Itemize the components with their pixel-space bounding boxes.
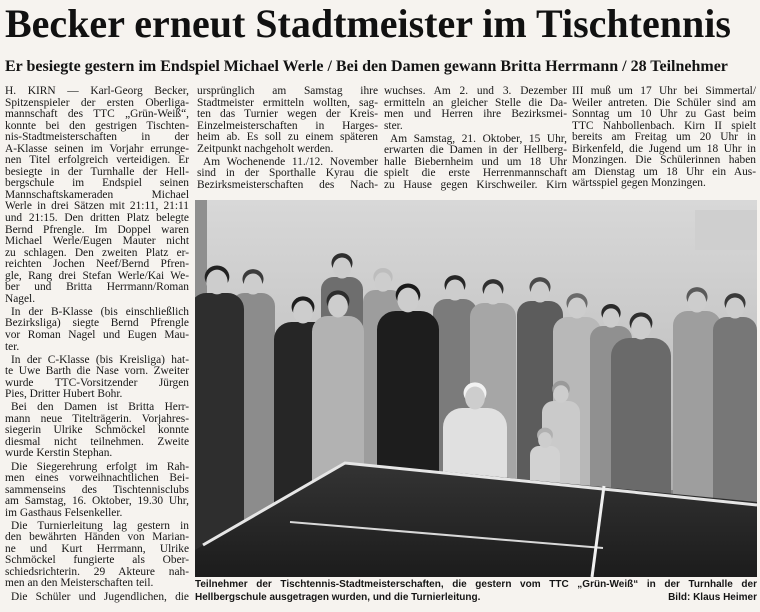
text-line: konnte bei den gestrigen Tischten-: [5, 119, 189, 132]
person-head: [631, 317, 651, 340]
person-head: [244, 273, 262, 294]
text-line: Am Wochenende 11./12. November: [203, 155, 378, 168]
person-head: [446, 279, 464, 300]
article-column: [197, 86, 378, 191]
text-line: erwarten die Damen in der Hellberg-: [384, 144, 567, 157]
text-line: In der B-Klasse (bis einschließlich: [11, 305, 189, 318]
text-line: III muß um 17 Uhr bei Simmertal/: [572, 85, 756, 97]
person-head: [328, 295, 348, 318]
text-line: diesmal nicht teilnehmen. Zweite: [5, 435, 189, 448]
text-line: schiedsrichterin. 29 Akteure nah-: [5, 565, 189, 578]
article-paragraph: [384, 86, 567, 132]
text-line: wurde Kerstin Stephan.: [5, 447, 113, 460]
group-photo: [195, 200, 757, 577]
text-line: ermitteln an gleicher Stelle die Da-: [384, 96, 567, 109]
text-line: H. KIRN — Karl-Georg Becker,: [5, 85, 189, 97]
article-paragraph: [5, 462, 189, 520]
photo-frame: [195, 200, 757, 577]
article-column: [384, 86, 567, 191]
text-line: nis-Stadtmeisterschaften in der: [5, 131, 189, 144]
text-line: spielt die erste Herrenmannschaft: [384, 167, 567, 180]
text-line: bergschule im Endspiel seinen: [5, 177, 189, 190]
text-line: Bernd Pfrengle. Im Doppel waren: [5, 223, 189, 236]
text-line: men an den Meisterschaften teil.: [5, 577, 154, 590]
text-line: nen Titel erfolgreich verteidigen. Er: [5, 154, 189, 167]
caption-line: Hellbergschule ausgetragen wurden, und die Turnierleitung.: [195, 591, 481, 603]
text-line: Birkenfeld, die Jugend um 18 Uhr in: [572, 142, 756, 155]
text-line: siegerin Ulrike Schmöckel konnte: [5, 424, 189, 437]
article-paragraph: [5, 355, 189, 401]
text-line: ursprünglich am Samstag ihre: [197, 85, 378, 97]
text-line: Einzelmeisterschaften in Harges-: [197, 119, 378, 132]
person-head: [531, 281, 549, 302]
text-line: am Dienstag um 18 Uhr ein Aus-: [572, 165, 756, 178]
text-line: Die Turnierleitung lag gestern in: [11, 519, 189, 532]
article-paragraph: [197, 157, 378, 192]
text-line: besiegte in der Turnhalle der Hell-: [5, 165, 189, 178]
text-line: sammenseins des Tischtennisclubs: [5, 483, 189, 496]
person-head: [375, 272, 392, 291]
text-line: Spitzenspieler der ersten Oberliga-: [5, 96, 189, 109]
person-head: [397, 288, 418, 313]
article-paragraph: [384, 134, 567, 192]
text-line: ster.: [384, 119, 403, 132]
text-line: Zeitpunkt nachgeholt werden.: [197, 142, 334, 155]
text-line: Weiler antreten. Die Schüler sind am: [572, 96, 756, 109]
text-line: Schmöckel fungierte als Ober-: [5, 554, 189, 567]
text-line: Am Samstag, 21. Oktober, 15 Uhr,: [390, 132, 567, 145]
text-line: Die Siegerehrung erfolgt im Rah-: [11, 460, 189, 473]
text-line: reichten Jochen Neef/Bernd Pfren-: [5, 258, 189, 271]
text-line: In der C-Klasse (bis Kreisliga) hat-: [11, 353, 189, 366]
article-paragraph: [5, 307, 189, 353]
text-line: wuchses. Am 2. und 3. Dezember: [384, 85, 567, 97]
text-line: zu schlagen. Den zweiten Platz er-: [5, 246, 189, 259]
text-line: ter.: [5, 340, 20, 353]
text-line: mann neue Titelträgerin. Vorjahres-: [5, 412, 189, 425]
text-line: den bewährten Händen von Marian-: [5, 531, 189, 544]
person-head: [603, 308, 620, 327]
caption-row: [195, 592, 757, 605]
article-column: [572, 86, 756, 190]
person-head: [293, 301, 313, 324]
text-line: Die Schüler und Jugendlichen, die: [11, 590, 189, 603]
text-line: bereits am Freitag um 20 Uhr in: [572, 131, 756, 144]
person-head: [688, 291, 706, 312]
person-head: [538, 432, 552, 448]
text-line: Bezirksmeisterschaften des Nach-: [197, 178, 378, 191]
wall-panel: [695, 210, 757, 250]
text-line: Pies, Dritter Hubert Bohr.: [5, 388, 123, 401]
text-line: Bei den Damen ist Britta Herr-: [11, 401, 189, 414]
text-line: te Uwe Barth die Nase vorn. Zweiter: [5, 365, 189, 378]
person-head: [465, 387, 485, 410]
text-line: Nagel.: [5, 292, 36, 305]
text-line: sind in der Sporthalle Kyrau die: [197, 167, 378, 180]
text-line: am Samstag, 16. Oktober, 19.30 Uhr,: [5, 495, 189, 508]
article-column: [5, 86, 189, 603]
text-line: ber und Britta Herrmann/Roman: [5, 281, 189, 294]
text-line: wurde TTC-Vorsitzender Jürgen: [5, 376, 189, 389]
text-line: Michael Werle/Eugen Mauter nicht: [5, 235, 189, 248]
text-line: ten das Turnier wegen der Kreis-: [197, 108, 378, 121]
text-line: Sonntag um 10 Uhr zu Gast beim: [572, 108, 756, 121]
subheadline: Er besiegte gestern im Endspiel Michael Werle / Bei den Damen gewann Britta Herrmann / 28 Teilnehmer: [5, 58, 728, 75]
article-paragraph: [197, 86, 378, 155]
text-line: mannschaft des TTC „Grün-Weiß“,: [5, 108, 189, 121]
person-head: [333, 257, 351, 278]
text-line: A-Klasse seinen im Vorjahr errunge-: [5, 142, 189, 155]
person-head: [553, 385, 568, 403]
text-line: vor Roman Nagel und Eugen Mau-: [5, 328, 189, 341]
text-line: zu Hause gegen Kirschweiler. Kirn: [384, 178, 567, 191]
text-line: Bezirksliga) siegte Bernd Pfrengle: [5, 317, 189, 330]
text-line: gle, Rang drei Stefan Werle/Kai We-: [5, 269, 189, 282]
text-line: men und Herren ihre Bezirksmei-: [384, 108, 567, 121]
article-paragraph: [5, 521, 189, 590]
text-line: im Gasthaus Felsenkeller.: [5, 506, 123, 519]
person-head: [484, 283, 502, 304]
article-paragraph: [572, 86, 756, 190]
text-line: ne und Kurt Herrmann, Ulrike: [5, 542, 189, 555]
person-head: [206, 270, 227, 295]
person-head: [726, 297, 744, 318]
caption-line: Teilnehmer der Tischtennis-Stadtmeisterschaften, die gestern vom TTC „Grün-Weiß“ in der Turnhalle der: [195, 579, 757, 590]
text-line: TTC Nahbollenbach. Kirn II spielt: [572, 119, 756, 132]
headline: Becker erneut Stadtmeister im Tischtennis: [5, 1, 731, 46]
text-line: heim ab. Es soll zu einem späteren: [197, 131, 378, 144]
person-head: [568, 297, 586, 318]
text-line: men eines vorweihnachtlichen Bei-: [5, 472, 189, 485]
photo-credit: Bild: Klaus Heimer: [668, 591, 757, 603]
text-line: Mannschaftskameraden Michael: [5, 188, 189, 201]
text-line: halle Biebernheim und um 18 Uhr: [384, 155, 567, 168]
article-paragraph: [5, 592, 189, 604]
text-line: Stadtmeister ermitteln wollten, sag-: [197, 96, 378, 109]
text-line: Monzingen. Die Schülerinnen haben: [572, 154, 756, 167]
text-line: wärtsspiel gegen Monzingen.: [572, 177, 706, 190]
photo-caption: [195, 579, 757, 604]
text-line: und 21:15. Den dritten Platz belegte: [5, 212, 189, 225]
article-paragraph: [5, 86, 189, 305]
text-line: Werle in drei Sätzen mit 21:11, 21:11: [5, 200, 189, 213]
article-paragraph: [5, 402, 189, 460]
